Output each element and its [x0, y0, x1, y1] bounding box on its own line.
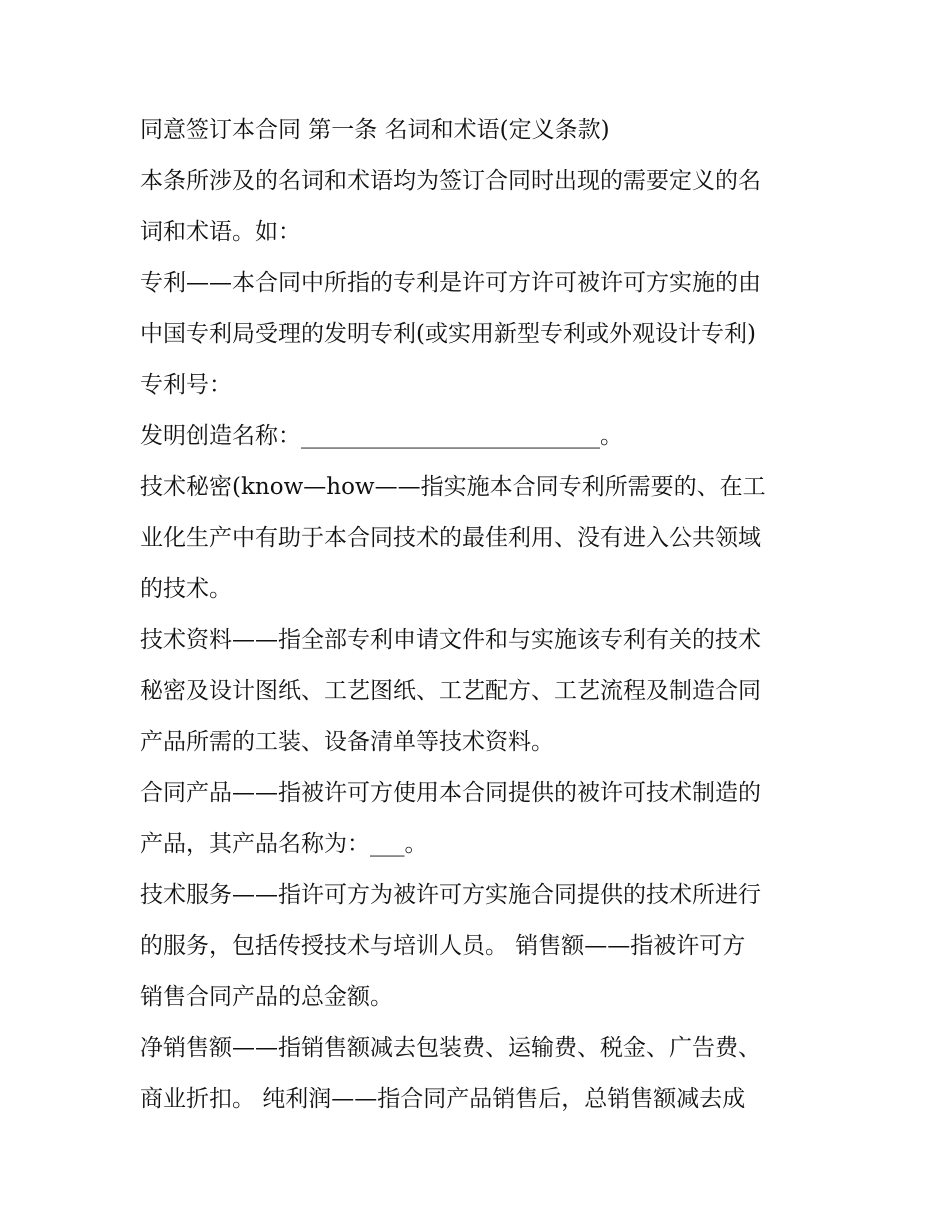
text-line: 发明创造名称：__________________________。: [140, 423, 623, 449]
text-line: 技术资料——指全部专利申请文件和与实施该专利有关的技术: [140, 627, 761, 653]
document-body: [140, 105, 820, 1125]
text-line: 专利——本合同中所指的专利是许可方许可被许可方实施的由: [140, 270, 761, 296]
text-line: 的技术。: [140, 576, 232, 602]
text-line: 销售合同产品的总金额。: [140, 984, 393, 1010]
text-line: 技术秘密(know—how——指实施本合同专利所需要的、在工: [140, 474, 766, 500]
text-line: 专利号：: [140, 372, 232, 398]
text-line: 合同产品——指被许可方使用本合同提供的被许可技术制造的: [140, 780, 761, 806]
text-line: 秘密及设计图纸、工艺图纸、工艺配方、工艺流程及制造合同: [140, 678, 761, 704]
text-line: 词和术语。如：: [140, 219, 301, 245]
text-line: 中国专利局受理的发明专利(或实用新型专利或外观设计专利): [140, 321, 756, 347]
text-line: 同意签订本合同 第一条 名词和术语(定义条款): [140, 117, 610, 143]
text-line: 产品，其产品名称为：___。: [140, 831, 428, 857]
text-line: 的服务，包括传授技术与培训人员。 销售额——指被许可方: [140, 933, 746, 959]
text-line: 净销售额——指销售额减去包装费、运输费、税金、广告费、: [140, 1035, 761, 1061]
text-line: 商业折扣。 纯利润——指合同产品销售后，总销售额减去成: [140, 1086, 746, 1112]
text-line: 产品所需的工装、设备清单等技术资料。: [140, 729, 554, 755]
text-line: 业化生产中有助于本合同技术的最佳利用、没有进入公共领域: [140, 525, 761, 551]
text-line: 本条所涉及的名词和术语均为签订合同时出现的需要定义的名: [140, 168, 761, 194]
text-line: 技术服务——指许可方为被许可方实施合同提供的技术所进行: [140, 882, 761, 908]
